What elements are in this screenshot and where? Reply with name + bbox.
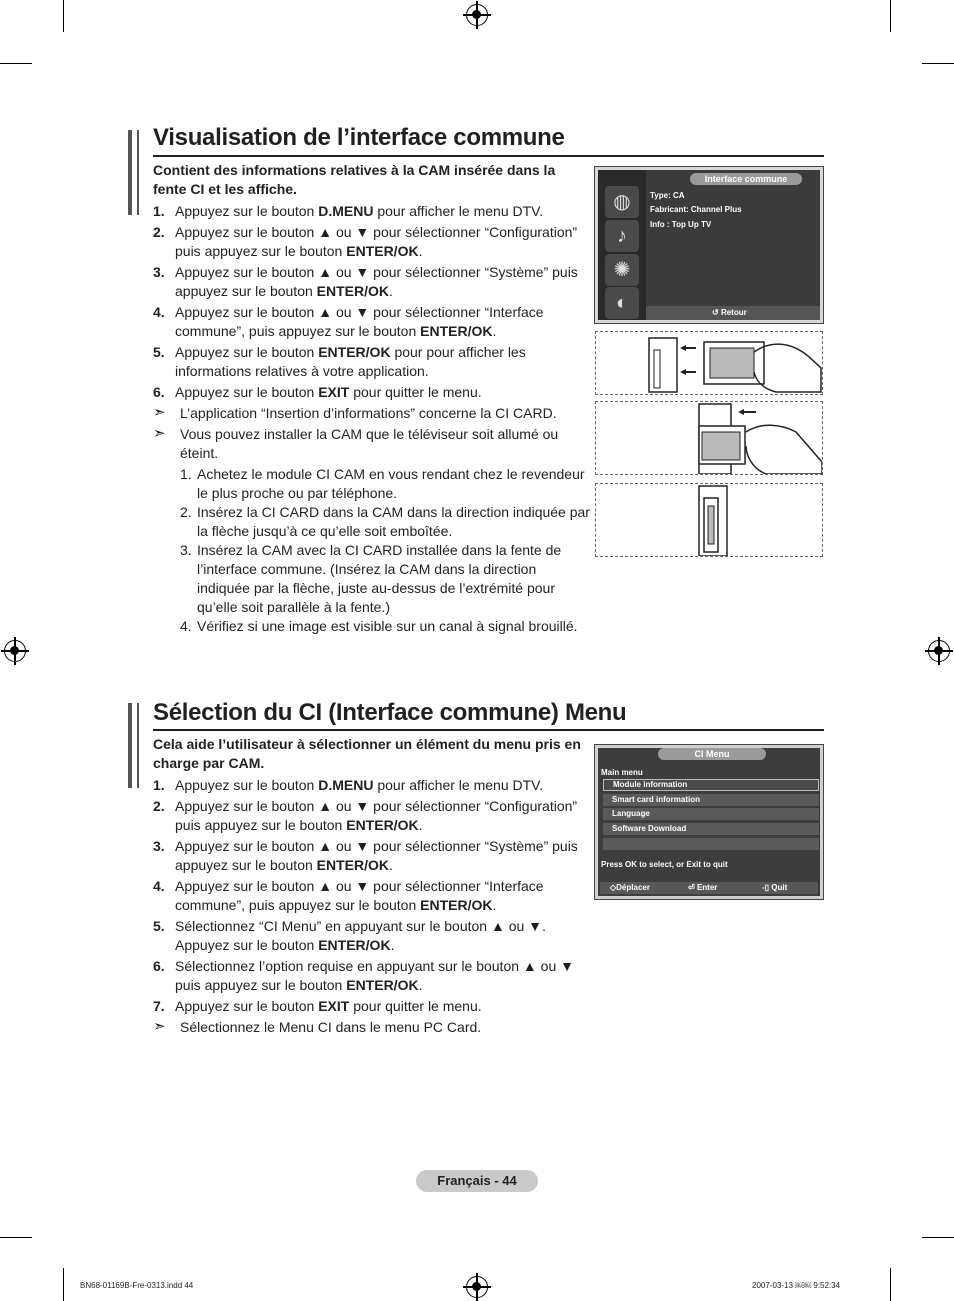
step-text: . xyxy=(492,897,497,913)
section-bar xyxy=(137,703,139,788)
step-number: 6. xyxy=(153,958,165,974)
step-text: . xyxy=(418,977,423,993)
step-number: 5. xyxy=(153,918,165,934)
return-icon: ↺ xyxy=(712,308,719,317)
interface-commune-screen xyxy=(594,166,824,324)
screen-footer xyxy=(646,306,820,320)
button-name: ENTER/OK xyxy=(316,283,389,299)
step-item xyxy=(153,263,593,301)
sub-step-text: Vérifiez si une image est visible sur un canal à signal brouillé. xyxy=(197,618,578,634)
step-text: . xyxy=(390,937,395,953)
sub-step xyxy=(153,465,593,503)
sub-step-number: 1. xyxy=(180,466,192,482)
cam-slot-illustration xyxy=(595,401,823,475)
step-text: Appuyez sur le bouton xyxy=(175,203,319,219)
step-item xyxy=(153,837,593,875)
sub-step-number: 4. xyxy=(180,618,192,634)
step-text: Appuyez sur le bouton ▲ ou ▼ pour sélectionner “Configuration” puis appuyez sur le bouton xyxy=(175,798,578,833)
button-name: ENTER/OK xyxy=(318,937,391,953)
step-item xyxy=(153,343,593,381)
step-number: 3. xyxy=(153,838,165,854)
step-number: 7. xyxy=(153,998,165,1014)
exit-icon: -▯ xyxy=(762,883,772,892)
step-text: . xyxy=(492,323,497,339)
step-text: pour pour afficher les informations relatives à votre application. xyxy=(175,344,526,379)
step-number: 6. xyxy=(153,384,165,400)
button-name: ENTER/OK xyxy=(346,817,419,833)
page-number: Français - 44 xyxy=(416,1170,538,1192)
move-icon: ◇ xyxy=(610,883,617,892)
press-ok-hint: Press OK to select, or Exit to quit xyxy=(601,860,728,869)
step-number: 2. xyxy=(153,798,165,814)
button-name: ENTER/OK xyxy=(316,857,389,873)
button-name: D.MENU xyxy=(318,203,374,219)
step-item xyxy=(153,957,593,995)
button-name: D.MENU xyxy=(318,777,374,793)
section-intro: Cela aide l’utilisateur à sélectionner un élément du menu pris en charge par CAM. xyxy=(153,736,581,771)
ci-menu-screen xyxy=(594,744,824,900)
step-text: Appuyez sur le bouton ▲ ou ▼ pour sélectionner “Système” puis appuyez sur le bouton xyxy=(175,264,578,299)
enter-button[interactable]: ⏎ Enter xyxy=(688,883,718,892)
screen-title: Interface commune xyxy=(690,173,802,185)
step-number: 1. xyxy=(153,203,165,219)
menu-item-software-download[interactable]: Software Download xyxy=(603,823,819,835)
step-text: Appuyez sur le bouton xyxy=(175,998,319,1014)
step-item xyxy=(153,797,593,835)
sound-menu-icon: ♪ xyxy=(605,220,639,252)
step-number: 4. xyxy=(153,304,165,320)
return-button[interactable]: ↺ Retour xyxy=(712,308,747,317)
step-text: Appuyez sur le bouton xyxy=(175,344,319,360)
button-name: ENTER/OK xyxy=(346,977,419,993)
setup-menu-icon: ◐ xyxy=(605,287,639,319)
screen-title: CI Menu xyxy=(658,748,766,760)
step-number: 4. xyxy=(153,878,165,894)
section-intro: Contient des informations relatives à la CAM insérée dans la fente CI et les affiche. xyxy=(153,162,556,197)
ca-type: Type: CA xyxy=(650,191,685,200)
button-name: ENTER/OK xyxy=(318,344,391,360)
crop-mark xyxy=(922,63,954,64)
title-rule xyxy=(153,729,824,731)
note-text: Vous pouvez installer la CAM que le téléviseur soit allumé ou éteint. xyxy=(180,426,559,461)
step-number: 1. xyxy=(153,777,165,793)
step-text: Sélectionnez l’option requise en appuyant sur le bouton ▲ ou ▼ puis appuyez sur le bouton xyxy=(175,958,574,993)
step-text: Appuyez sur le bouton ▲ ou ▼ pour sélectionner “Interface commune”, puis appuyez sur le bouton xyxy=(175,878,544,913)
step-text: pour afficher le menu DTV. xyxy=(373,777,544,793)
sub-step-text: Insérez la CAM avec la CI CARD installée dans la fente de l’interface commune. (Insérez la CAM dans la direction indiquée par la flèche, juste au-dessus de l’extrémité pour qu’elle soit parallèle à la fente.) xyxy=(197,542,562,615)
step-text: pour quitter le menu. xyxy=(349,384,482,400)
sub-step-text: Achetez le module CI CAM en vous rendant chez le revendeur le plus proche ou par téléphone. xyxy=(197,466,585,501)
step-item xyxy=(153,383,593,402)
ca-info: Info : Top Up TV xyxy=(650,220,712,229)
sub-step xyxy=(153,503,593,541)
menu-item-language[interactable]: Language xyxy=(603,808,819,820)
registration-mark-icon xyxy=(466,1276,488,1298)
crop-mark xyxy=(890,1268,891,1301)
note xyxy=(153,425,593,463)
crop-mark xyxy=(890,0,891,32)
registration-mark-icon xyxy=(928,640,950,662)
step-item xyxy=(153,223,593,261)
cam-installed-illustration xyxy=(595,483,823,557)
channel-menu-icon: ✺ xyxy=(605,254,639,286)
picture-menu-icon: ◍ xyxy=(605,186,639,218)
note-arrow-icon: ➣ xyxy=(153,1018,166,1035)
section-title: Sélection du CI (Interface commune) Menu xyxy=(153,699,627,726)
button-name: ENTER/OK xyxy=(346,243,419,259)
section-bar xyxy=(128,130,132,215)
step-number: 3. xyxy=(153,264,165,280)
step-item xyxy=(153,202,593,221)
button-name: ENTER/OK xyxy=(420,323,493,339)
note xyxy=(153,1018,593,1037)
step-text: Appuyez sur le bouton ▲ ou ▼ pour sélectionner “Interface commune”, puis appuyez sur le bouton xyxy=(175,304,544,339)
crop-mark xyxy=(0,63,32,64)
steps-list xyxy=(153,202,593,636)
screen-footer xyxy=(600,882,818,894)
step-item xyxy=(153,877,593,915)
step-text: Appuyez sur le bouton xyxy=(175,777,319,793)
sub-step xyxy=(153,541,593,617)
steps-list xyxy=(153,776,593,1039)
cam-insert-illustration xyxy=(595,331,823,395)
file-info: BN68-01169B-Fre-0313.indd 44 xyxy=(80,1281,194,1290)
section-bar xyxy=(137,130,139,215)
step-text: . xyxy=(418,243,423,259)
sub-step-number: 2. xyxy=(180,504,192,520)
note xyxy=(153,404,593,423)
step-text: . xyxy=(389,283,393,299)
step-item xyxy=(153,303,593,341)
button-name: ENTER/OK xyxy=(420,897,493,913)
sub-step-text: Insérez la CI CARD dans la CAM dans la direction indiquée par la flèche jusqu’à ce qu’elle soit emboîtée. xyxy=(197,504,590,539)
sub-step-number: 3. xyxy=(180,542,192,558)
crop-mark xyxy=(922,1237,954,1238)
move-button[interactable]: ◇Déplacer xyxy=(610,883,650,892)
crop-mark xyxy=(63,0,64,32)
step-text: Appuyez sur le bouton xyxy=(175,384,319,400)
registration-mark-icon xyxy=(4,640,26,662)
step-text: . xyxy=(389,857,393,873)
print-date: 2007-03-13 ￼￼ 9:52:34 xyxy=(752,1281,841,1290)
step-text: . xyxy=(418,817,423,833)
button-name: EXIT xyxy=(318,384,350,400)
quit-button[interactable]: -▯ Quit xyxy=(762,883,788,892)
note-text: Sélectionnez le Menu CI dans le menu PC Card. xyxy=(180,1019,482,1035)
step-text: Appuyez sur le bouton ▲ ou ▼ pour sélectionner “Système” puis appuyez sur le bouton xyxy=(175,838,578,873)
crop-mark xyxy=(0,1237,32,1238)
menu-item-module-information[interactable]: Module information xyxy=(603,779,819,791)
note-text: L’application “Insertion d’informations” concerne la CI CARD. xyxy=(180,405,557,421)
step-item xyxy=(153,776,593,795)
section-title: Visualisation de l’interface commune xyxy=(153,124,565,151)
step-text: Sélectionnez “CI Menu” en appuyant sur le bouton ▲ ou ▼. Appuyez sur le bouton xyxy=(175,918,546,953)
step-text: Appuyez sur le bouton ▲ ou ▼ pour sélectionner “Configuration” puis appuyez sur le bouton xyxy=(175,224,578,259)
crop-mark xyxy=(63,1268,64,1301)
enter-icon: ⏎ xyxy=(688,883,697,892)
note-arrow-icon: ➣ xyxy=(153,404,166,421)
step-item xyxy=(153,917,593,955)
registration-mark-icon xyxy=(466,4,488,26)
step-number: 5. xyxy=(153,344,165,360)
menu-sidebar xyxy=(598,170,646,320)
sub-step xyxy=(153,617,593,636)
ca-fabricant: Fabricant: Channel Plus xyxy=(650,205,742,214)
step-item xyxy=(153,997,593,1016)
main-menu-label: Main menu xyxy=(601,768,643,777)
menu-item-smart-card-information[interactable]: Smart card information xyxy=(603,794,819,806)
menu-item-empty xyxy=(603,838,819,850)
title-rule xyxy=(153,155,824,157)
step-text: pour afficher le menu DTV. xyxy=(373,203,544,219)
step-number: 2. xyxy=(153,224,165,240)
step-text: pour quitter le menu. xyxy=(349,998,482,1014)
note-arrow-icon: ➣ xyxy=(153,425,166,442)
section-bar xyxy=(128,703,132,788)
button-name: EXIT xyxy=(318,998,350,1014)
